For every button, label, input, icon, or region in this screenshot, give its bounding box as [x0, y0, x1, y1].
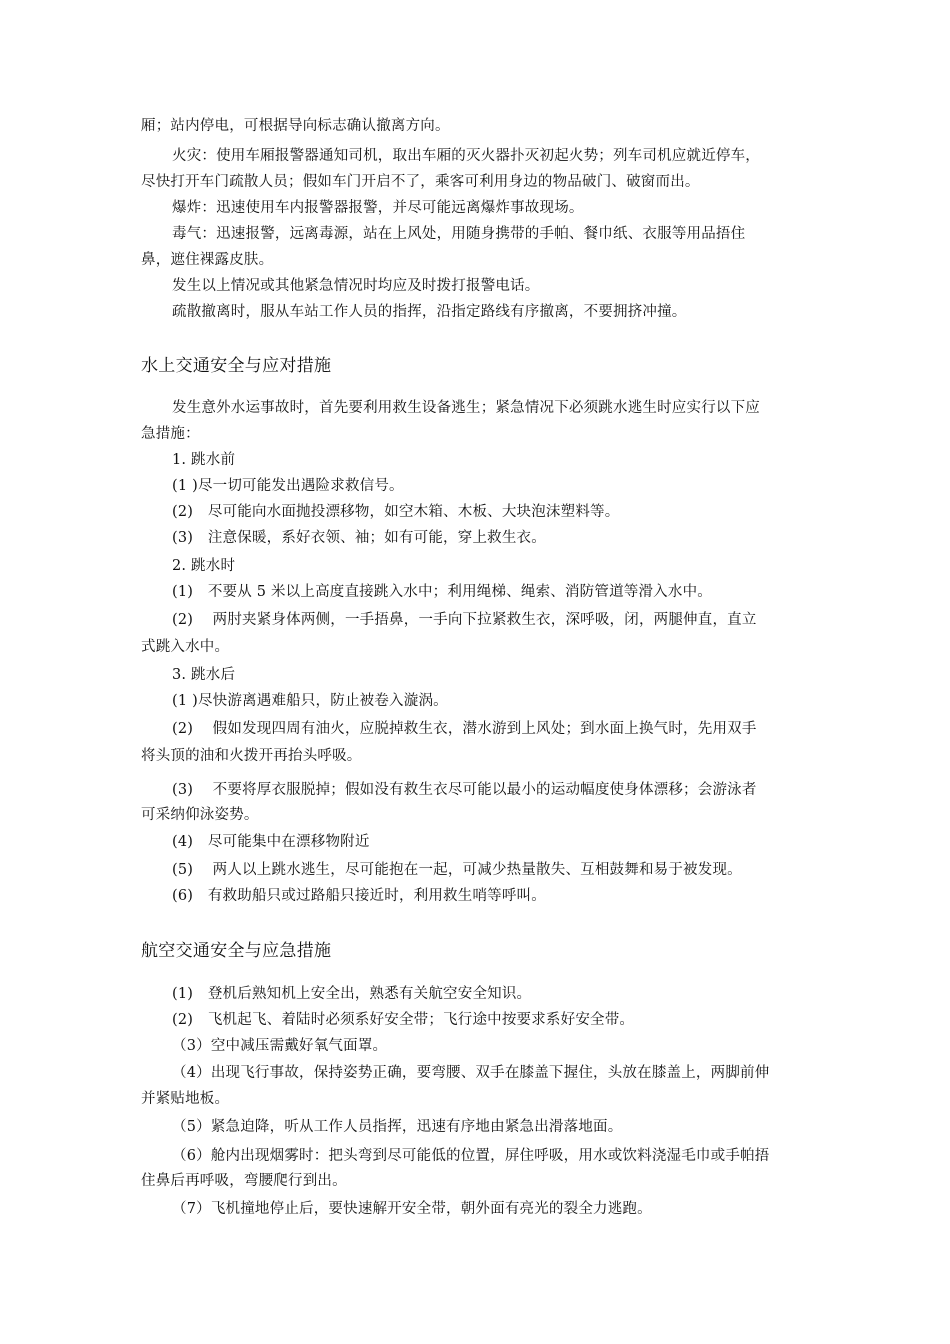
list-subheading: 2. 跳水时	[172, 558, 236, 574]
section-heading-water: 水上交通安全与应对措施	[141, 356, 332, 376]
list-item: （7）飞机撞地停止后，要快速解开安全带，朝外面有亮光的裂全力逃跑。	[172, 1201, 652, 1217]
list-item: (1) 登机后熟知机上安全出，熟悉有关航空安全知识。	[172, 986, 532, 1002]
paragraph-line: 爆炸：迅速使用车内报警器报警，并尽可能远离爆炸事故现场。	[172, 200, 584, 216]
paragraph-line: 鼻，遮住裸露皮肤。	[141, 252, 274, 268]
paragraph-line: 毒气：迅速报警，远离毒源，站在上风处，用随身携带的手帕、餐巾纸、衣服等用品捂住	[172, 226, 746, 242]
list-subheading: 3. 跳水后	[172, 667, 236, 683]
list-item-continuation: 式跳入水中。	[141, 639, 230, 655]
list-item: (2) 飞机起飞、着陆时必须系好安全带；飞行途中按要求系好安全带。	[172, 1012, 635, 1028]
list-item-continuation: 将头顶的油和火拨开再抬头呼吸。	[141, 748, 362, 764]
list-item: (3) 不要将厚衣服脱掉；假如没有救生衣尽可能以最小的运动幅度使身体漂移；会游泳者	[172, 782, 757, 798]
paragraph-line: 尽快打开车门疏散人员；假如车门开启不了，乘客可利用身边的物品破门、破窗而出。	[141, 174, 700, 190]
list-item: (1 )尽一切可能发出遇险求救信号。	[172, 478, 404, 494]
list-item-continuation: 并紧贴地板。	[141, 1091, 230, 1107]
list-item: （5）紧急迫降，听从工作人员指挥，迅速有序地由紧急出滑落地面。	[172, 1119, 623, 1135]
list-item: (1) 不要从 5 米以上高度直接跳入水中；利用绳梯、绳索、消防管道等滑入水中。	[172, 584, 712, 600]
paragraph-line: 厢；站内停电，可根据导向标志确认撤离方向。	[141, 118, 450, 134]
list-subheading: 1. 跳水前	[172, 452, 236, 468]
list-item: (2) 假如发现四周有油火，应脱掉救生衣，潜水游到上风处；到水面上换气时，先用双手	[172, 721, 757, 737]
paragraph-line: 急措施：	[141, 426, 200, 442]
paragraph-line: 发生以上情况或其他紧急情况时均应及时拨打报警电话。	[172, 278, 540, 294]
list-item-continuation: 可采纳仰泳姿势。	[141, 807, 259, 823]
list-item: (1 )尽快游离遇难船只，防止被卷入漩涡。	[172, 693, 448, 709]
paragraph-line: 火灾：使用车厢报警器通知司机，取出车厢的灭火器扑灭初起火势；列车司机应就近停车，	[172, 148, 760, 164]
list-item: (2) 两肘夹紧身体两侧，一手捂鼻，一手向下拉紧救生衣，深呼吸，闭，两腿伸直，直立	[172, 612, 757, 628]
list-item: （4）出现飞行事故，保持姿势正确，要弯腰、双手在膝盖下握住，头放在膝盖上，两脚前伸	[172, 1065, 770, 1081]
list-item: （3）空中减压需戴好氧气面罩。	[172, 1038, 388, 1054]
list-item: (2) 尽可能向水面抛投漂移物，如空木箱、木板、大块泡沫塑料等。	[172, 504, 620, 520]
list-item: (6) 有救助船只或过路船只接近时，利用救生哨等呼叫。	[172, 888, 546, 904]
paragraph-line: 发生意外水运事故时，首先要利用救生设备逃生；紧急情况下必须跳水逃生时应实行以下应	[172, 400, 760, 416]
list-item: （6）舱内出现烟雾时：把头弯到尽可能低的位置，屏住呼吸，用水或饮料浇湿毛巾或手帕捂	[172, 1148, 770, 1164]
list-item: (3) 注意保暖，系好衣领、袖；如有可能，穿上救生衣。	[172, 530, 546, 546]
paragraph-line: 疏散撤离时，服从车站工作人员的指挥，沿指定路线有序撤离，不要拥挤冲撞。	[172, 304, 687, 320]
list-item: (4) 尽可能集中在漂移物附近	[172, 834, 370, 850]
section-heading-air: 航空交通安全与应急措施	[141, 941, 332, 961]
list-item-continuation: 住鼻后再呼吸，弯腰爬行到出。	[141, 1173, 347, 1189]
list-item: (5) 两人以上跳水逃生，尽可能抱在一起，可减少热量散失、互相鼓舞和易于被发现。	[172, 862, 742, 878]
